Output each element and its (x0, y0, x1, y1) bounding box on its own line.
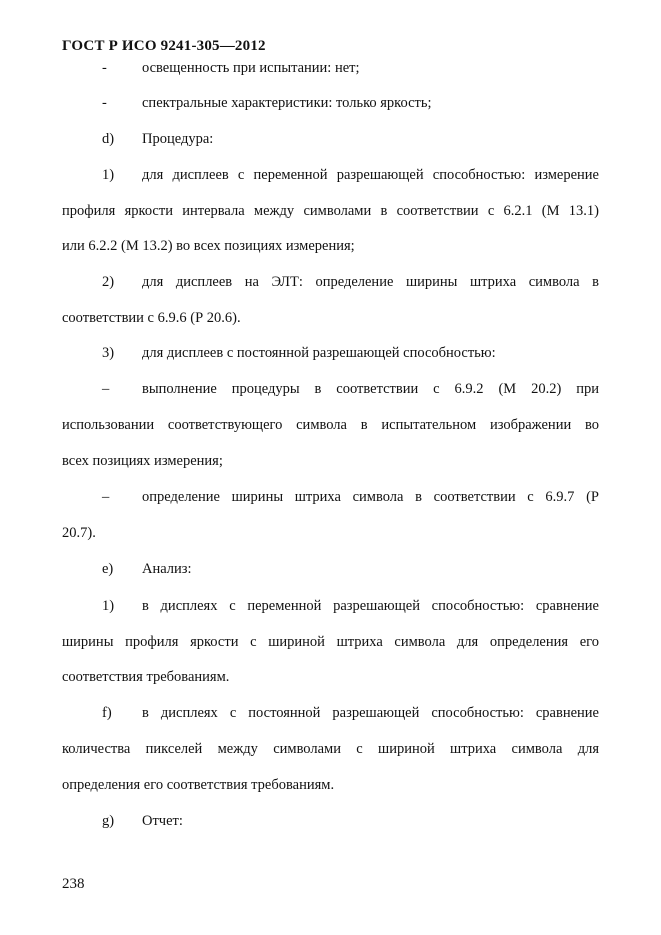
paragraph-line: соответствии с 6.9.6 (Р 20.6). (62, 310, 241, 326)
page-number: 238 (62, 876, 85, 892)
list-item-text: для дисплеев с переменной разрешающей способностью: измерение (142, 167, 599, 183)
paragraph-line: соответствия требованиям. (62, 669, 230, 685)
list-marker: 3) (102, 345, 115, 361)
list-marker: – (102, 489, 110, 505)
list-marker: - (102, 60, 107, 76)
list-marker: - (102, 95, 107, 111)
section-heading: Анализ: (142, 561, 192, 577)
list-marker: f) (102, 705, 112, 721)
paragraph-line: всех позициях измерения; (62, 453, 223, 469)
list-item-text: в дисплеях с постоянной разрешающей способностью: сравнение (142, 705, 599, 721)
paragraph-line: 20.7). (62, 525, 96, 541)
list-item-text: для дисплеев на ЭЛТ: определение ширины штриха символа в (142, 274, 599, 290)
section-heading: Процедура: (142, 131, 214, 147)
document-header: ГОСТ Р ИСО 9241-305—2012 (62, 38, 266, 54)
list-marker: 2) (102, 274, 115, 290)
list-item-text: выполнение процедуры в соответствии с 6.9.2 (М 20.2) при (142, 381, 599, 397)
list-marker: е) (102, 561, 114, 577)
list-item-text: для дисплеев с постоянной разрешающей способностью: (142, 345, 496, 361)
section-heading: Отчет: (142, 813, 183, 829)
paragraph-line: ширины профиля яркости с шириной штриха символа для определения его (62, 634, 599, 650)
paragraph-line: количества пикселей между символами с шириной штриха символа для (62, 741, 599, 757)
list-item-text: в дисплеях с переменной разрешающей способностью: сравнение (142, 598, 599, 614)
list-item-text: спектральные характеристики: только яркость; (142, 95, 432, 111)
list-marker: 1) (102, 167, 115, 183)
paragraph-line: использовании соответствующего символа в испытательном изображении во (62, 417, 599, 433)
list-item-text: определение ширины штриха символа в соответствии с 6.9.7 (Р (142, 489, 599, 505)
paragraph-line: определения его соответствия требованиям. (62, 777, 335, 793)
list-marker: d) (102, 131, 115, 147)
paragraph-line: профиля яркости интервала между символами в соответствии с 6.2.1 (М 13.1) (62, 203, 599, 219)
list-item-text: освещенность при испытании: нет; (142, 60, 360, 76)
list-marker: – (102, 381, 110, 397)
list-marker: 1) (102, 598, 115, 614)
paragraph-line: или 6.2.2 (М 13.2) во всех позициях измерения; (62, 238, 355, 254)
list-marker: g) (102, 813, 115, 829)
